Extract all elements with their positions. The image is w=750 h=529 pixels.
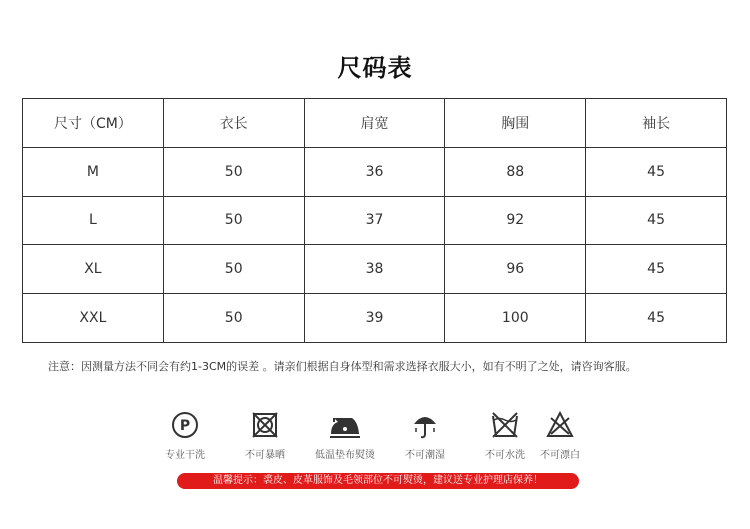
no-damp-icon	[410, 410, 440, 440]
table-cell: 45	[586, 294, 727, 343]
care-label: 不可水洗	[485, 450, 525, 461]
size-chart-table	[22, 98, 727, 343]
table-cell: XXL	[23, 294, 164, 343]
care-item-no-sun	[225, 410, 305, 461]
table-cell: 45	[586, 196, 727, 245]
table-row	[23, 196, 727, 245]
table-cell: 39	[304, 294, 445, 343]
low-temp-iron-icon	[328, 410, 362, 440]
header-cell-length: 衣长	[163, 99, 304, 148]
no-wash-icon	[490, 410, 520, 440]
care-item-dry-clean	[145, 410, 225, 461]
header-cell-shoulder: 肩宽	[304, 99, 445, 148]
table-cell: 38	[304, 245, 445, 294]
measurement-note: 注意：因测量方法不同会有约1-3CM的误差 。请亲们根据自身体型和需求选择衣服大小，如有不明了之处，请咨询客服。	[48, 360, 637, 373]
professional-dry-clean-icon	[170, 410, 200, 440]
table-cell: 50	[163, 196, 304, 245]
table-cell: 100	[445, 294, 586, 343]
care-label: 专业干洗	[165, 450, 205, 461]
page-title: 尺码表	[337, 54, 413, 82]
care-icons-row	[160, 410, 590, 470]
header-cell-sleeve: 袖长	[586, 99, 727, 148]
care-item-no-bleach	[520, 410, 600, 461]
table-cell: 45	[586, 245, 727, 294]
table-row	[23, 147, 727, 196]
care-warning-banner: 温馨提示：裘皮、皮革服饰及毛领部位不可熨烫，建议送专业护理店保养！	[177, 473, 579, 489]
table-cell: 92	[445, 196, 586, 245]
care-label: 不可漂白	[540, 450, 580, 461]
table-cell: 45	[586, 147, 727, 196]
table-cell: 50	[163, 147, 304, 196]
table-cell: L	[23, 196, 164, 245]
table-cell: 50	[163, 245, 304, 294]
table-cell: 36	[304, 147, 445, 196]
care-label: 低温垫布熨烫	[315, 450, 375, 461]
care-label: 不可暴晒	[245, 450, 285, 461]
table-cell: 88	[445, 147, 586, 196]
table-cell: 50	[163, 294, 304, 343]
care-label: 不可潮湿	[405, 450, 445, 461]
no-tumble-dry-icon	[250, 410, 280, 440]
header-cell-size: 尺寸（CM）	[23, 99, 164, 148]
table-header-row	[23, 99, 727, 148]
table-cell: XL	[23, 245, 164, 294]
svg-text:P: P	[179, 418, 191, 434]
table-row	[23, 294, 727, 343]
table-cell: M	[23, 147, 164, 196]
header-cell-chest: 胸围	[445, 99, 586, 148]
table-cell: 37	[304, 196, 445, 245]
no-bleach-icon	[545, 410, 575, 440]
care-item-no-damp	[385, 410, 465, 461]
table-cell: 96	[445, 245, 586, 294]
care-item-iron	[305, 410, 385, 461]
table-row	[23, 245, 727, 294]
